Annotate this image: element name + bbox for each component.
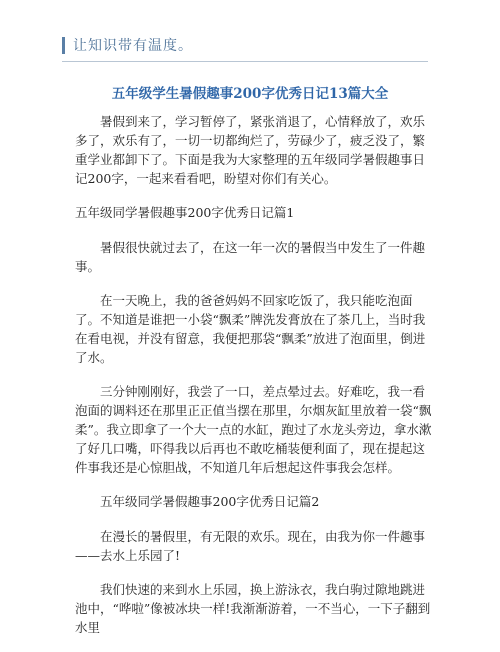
article-body [75, 112, 435, 652]
diary1-paragraph-3: 三分钟刚刚好，我尝了一口，差点晕过去。好难吃，我一看泡面的调料还在那里正正值当摆在那里，尔烟灰缸里放着一袋“飘柔”。我立即拿了一个大一点的水缸，跑过了水龙头旁边，拿水漱了好几口嘴，吓得我以后再也不敢吃桶装便利面了，现在提起这件事我还是心惊胆战，不知道几年后想起这件事我会怎样。 [75, 384, 432, 475]
header-accent-bar [62, 37, 65, 54]
diary2-paragraph-2: 我们快速的来到水上乐园，换上游泳衣，我白驹过隙地跳进池中，“哗啦”像被冰块一样!我渐渐游着，一不当心，一下子翻到水里 [75, 582, 431, 635]
section-heading-2: 五年级同学暑假趣事200字优秀日记篇2 [100, 494, 320, 509]
header-divider [62, 61, 428, 62]
page-title: 五年级学生暑假趣事200字优秀日记13篇大全 [111, 86, 389, 102]
diary1-paragraph-1: 暑假很快就过去了，在这一年一次的暑假当中发生了一件趣事。 [75, 240, 426, 274]
header-slogan: 让知识带有温度。 [73, 38, 193, 54]
page-header [62, 34, 193, 56]
section-heading-1: 五年级同学暑假趣事200字优秀日记篇1 [75, 205, 295, 220]
diary2-paragraph-1: 在漫长的暑假里，有无限的欢乐。现在，由我为你一件趣事——去水上乐园了! [75, 529, 426, 563]
diary1-paragraph-2: 在一天晚上，我的爸爸妈妈不回家吃饭了，我只能吃泡面了。不知道是谁把一小袋“飘柔”牌洗发膏放在了茶几上，当时我在看电视，并没有留意，我便把那袋“飘柔”放进了泡面里，倒进了水。 [75, 293, 426, 365]
intro-paragraph: 暑假到来了，学习暂停了，紧张消退了，心情释放了，欢乐多了，欢乐有了，一切一切都绚烂了，劳碌少了，疲乏没了，繁重学业都卸下了。下面是我为大家整理的五年级同学暑假趣事日记200字，一起来看看吧，盼望对你们有关心。 [75, 114, 426, 186]
